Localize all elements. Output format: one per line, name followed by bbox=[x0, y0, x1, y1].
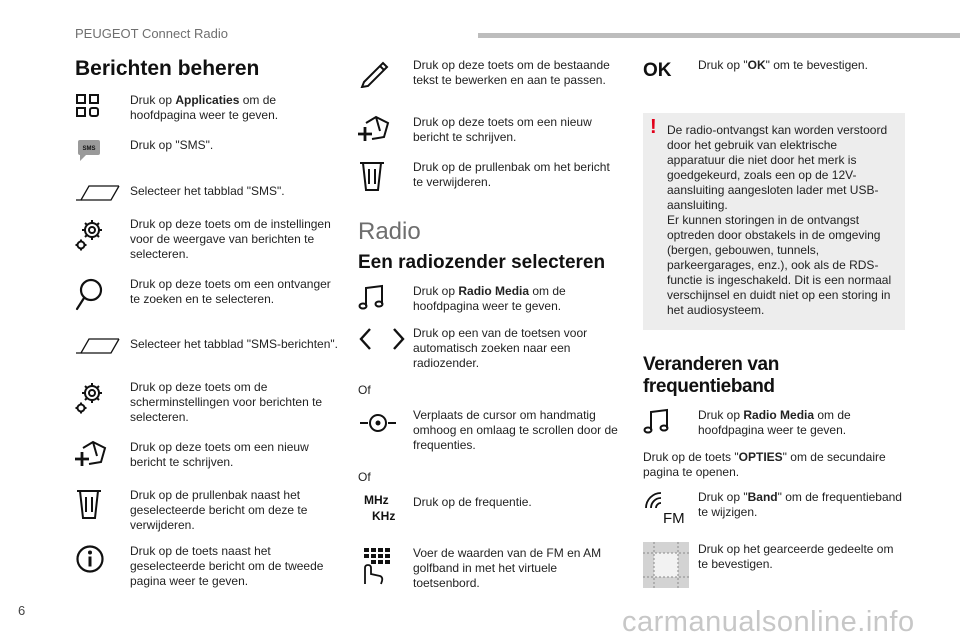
list-item: Druk op de toets naast het geselecteerde bericht om de tweede pagina weer te geven. bbox=[75, 544, 340, 594]
manual-title: PEUGEOT Connect Radio bbox=[75, 26, 228, 41]
list-item: Druk op deze toets om de instellingen voor de weergave van berichten te selecteren. bbox=[75, 217, 340, 277]
options-instruction: Druk op de toets "OPTIES" om de secundaire pagina te openen. bbox=[643, 450, 886, 479]
section-heading-select-station: Een radiozender selecteren bbox=[358, 252, 606, 273]
list-item: Druk op deze toets om een nieuw bericht te schrijven. bbox=[75, 440, 340, 488]
list-item: Voer de waarden van de FM en AM golfband in met het virtuele toetsenbord. bbox=[358, 546, 620, 602]
list-item: Druk op Applicaties om de hoofdpagina weer te geven. bbox=[75, 93, 340, 138]
list-item: Druk op deze toets om de scherminstellingen voor berichten te selecteren. bbox=[75, 380, 340, 440]
warning-icon: ! bbox=[650, 116, 657, 138]
fm-signal-icon bbox=[643, 490, 698, 528]
ok-label-icon: OK bbox=[643, 60, 672, 81]
info-circle-icon bbox=[75, 544, 130, 574]
new-message-icon bbox=[75, 440, 130, 468]
list-item: Verplaats de cursor om handmatig omhoog en omlaag te scrollen door de frequenties. bbox=[358, 408, 620, 470]
pencil-edit-icon bbox=[358, 58, 413, 88]
apps-grid-icon bbox=[75, 93, 130, 119]
list-item: Druk op een van de toetsen voor automatisch zoeken naar een radiozender. bbox=[358, 326, 620, 383]
settings-gears-icon bbox=[75, 380, 130, 414]
page-header bbox=[0, 0, 960, 44]
frequency-units-icon: MHz KHz bbox=[364, 493, 396, 523]
list-item: Druk op Radio Media om de hoofdpagina weer te geven. bbox=[643, 408, 905, 450]
search-magnifier-icon bbox=[75, 277, 130, 313]
section-heading-messages: Berichten beheren bbox=[75, 57, 260, 80]
cursor-dial-icon bbox=[358, 408, 413, 438]
list-item: OK Druk op "OK" om te bevestigen. bbox=[643, 58, 868, 81]
list-item: SMS Druk op "SMS". bbox=[75, 138, 340, 184]
list-item: Druk op deze toets om de bestaande tekst te bewerken en aan te passen. bbox=[358, 58, 620, 115]
watermark: carmanualsonline.info bbox=[622, 606, 915, 638]
or-label: Of bbox=[358, 470, 371, 484]
settings-gears-icon bbox=[75, 217, 130, 251]
list-item: Selecteer het tabblad "SMS". bbox=[75, 184, 340, 217]
tab-shape-icon bbox=[75, 337, 130, 355]
new-message-icon bbox=[358, 115, 413, 143]
list-item: MHz KHz Druk op de frequentie. bbox=[358, 492, 620, 546]
list-item: Selecteer het tabblad "SMS-berichten". bbox=[75, 337, 340, 380]
trash-bin-icon bbox=[75, 488, 130, 520]
sms-bubble-icon bbox=[75, 138, 130, 164]
music-note-icon bbox=[358, 284, 413, 312]
svg-text:FM: FM bbox=[663, 510, 685, 527]
warning-notice: ! De radio-ontvangst kan worden verstoord door het gebruik van elektrische apparatuur die niet door het merk is goedgekeurd, zoals een op de 12V-aansluiting aangesloten lader met USB-aansluiting. Er kunnen storingen in de ontvangst optreden door obstakels in de omgeving (bergen, gebouwen, tunnels, parkeergarages, enz.), ook als de RDS-functie is ingeschakeld. Dit is een normaal verschijnsel en duidt niet op een storing in het audiosysteem. bbox=[643, 113, 905, 330]
svg-text:SMS: SMS bbox=[82, 146, 96, 152]
or-label: Of bbox=[358, 383, 371, 397]
chapter-title-radio: Radio bbox=[358, 218, 421, 245]
list-item: Druk op de prullenbak naast het geselecteerde bericht om deze te verwijderen. bbox=[75, 488, 340, 544]
chevron-left-right-icon bbox=[358, 326, 413, 352]
list-item: Druk op Radio Media om de hoofdpagina weer te geven. bbox=[358, 284, 620, 326]
trash-bin-icon bbox=[358, 160, 413, 192]
list-item: Druk op deze toets om een nieuw bericht te schrijven. bbox=[358, 115, 620, 160]
list-item: FM Druk op "Band" om de frequentieband te wijzigen. bbox=[643, 490, 905, 542]
music-note-icon bbox=[643, 408, 698, 436]
column-radio bbox=[358, 50, 620, 602]
page-number: 6 bbox=[18, 603, 26, 618]
keypad-touch-icon bbox=[358, 546, 413, 586]
section-heading-change-band: Veranderen van frequentieband bbox=[643, 354, 779, 397]
header-bar bbox=[478, 33, 960, 38]
column-band bbox=[643, 50, 905, 592]
hatched-area-icon bbox=[643, 542, 698, 588]
tab-shape-icon bbox=[75, 184, 130, 202]
list-item: Druk op de prullenbak om het bericht te verwijderen. bbox=[358, 160, 620, 218]
list-item: Druk op het gearceerde gedeelte om te bevestigen. bbox=[643, 542, 905, 592]
list-item: Druk op deze toets om een ontvanger te zoeken en te selecteren. bbox=[75, 277, 340, 337]
column-messages bbox=[75, 50, 340, 594]
